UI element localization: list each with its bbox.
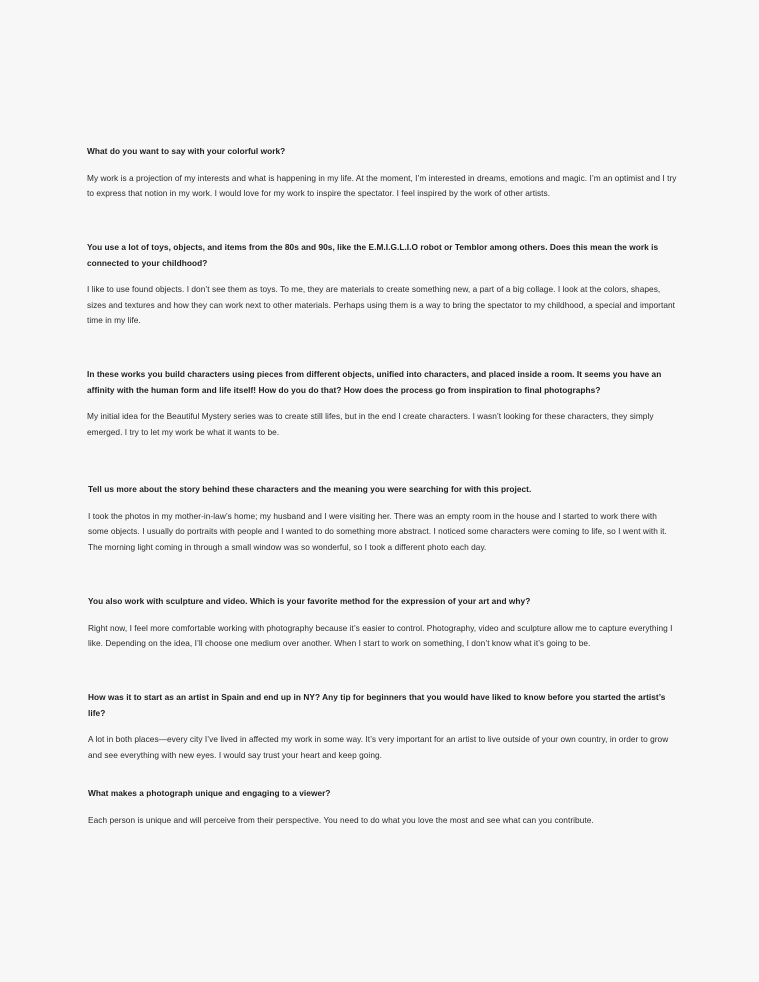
answer-1: My work is a projection of my interests and what is happening in my life. At the moment, I’m interested in dreams, emotions and magic. I’m an optimist and I try to express that notion in my work. I would love for my work to inspire the spectator. I feel inspired by the work of other artists. [87, 172, 677, 198]
qa-block-7 [88, 786, 678, 828]
question-7: What makes a photograph unique and engaging to a viewer? [88, 788, 331, 798]
answer-6: A lot in both places—every city I’ve lived in affected my work in some way. It’s very important for an artist to live outside of your own country, in order to grow and see everything with new eyes. I would say trust your heart and keep going. [88, 734, 669, 760]
question-2: You use a lot of toys, objects, and items from the 80s and 90s, like the E.M.I.G.L.I.O robot or Temblor among others. Does this mean the work is connected to your childhood? [87, 242, 659, 268]
qa-block-3 [87, 367, 677, 440]
answer-2: I like to use found objects. I don’t see them as toys. To me, they are materials to create something new, a part of a big collage. I look at the colors, shapes, sizes and textures and how they can work next to other materials. Perhaps using them is a way to bring the spectator to my childhood, a special and important time in my life. [87, 284, 676, 325]
qa-block-4 [88, 482, 678, 555]
qa-block-2 [87, 240, 677, 329]
question-6: How was it to start as an artist in Spain and end up in NY? Any tip for beginners that you would have liked to know before you started the artist’s life? [88, 692, 666, 718]
question-1: What do you want to say with your colorful work? [87, 146, 286, 156]
question-5: You also work with sculpture and video. Which is your favorite method for the expression of your art and why? [88, 596, 531, 606]
qa-block-1 [87, 144, 677, 202]
qa-block-5 [88, 594, 678, 652]
answer-7: Each person is unique and will perceive from their perspective. You need to do what you love the most and see what can you contribute. [88, 814, 594, 825]
question-3: In these works you build characters using pieces from different objects, unified into characters, and placed inside a room. It seems you have an affinity with the human form and life itself! How do you do that? How does the process go from inspiration to final photographs? [87, 369, 662, 395]
question-4: Tell us more about the story behind these characters and the meaning you were searching for with this project. [88, 484, 532, 494]
answer-3: My initial idea for the Beautiful Mystery series was to create still lifes, but in the end I create characters. I wasn’t looking for these characters, they simply emerged. I try to let my work be what it wants to be. [87, 411, 654, 437]
qa-block-6 [88, 690, 678, 763]
answer-5: Right now, I feel more comfortable working with photography because it’s easier to control. Photography, video and sculpture allow me to capture everything I like. Depending on the idea, I’ll choose one medium over another. When I start to work on something, I don’t know what it’s going to be. [88, 622, 673, 648]
answer-4: I took the photos in my mother-in-law’s home; my husband and I were visiting her. There was an empty room in the house and I started to work there with some objects. I usually do portraits with people and I wanted to do something more abstract. I noticed some characters were coming to life, so I went with it. The morning light coming in through a small window was so wonderful, so I took a different photo each day. [88, 510, 667, 552]
